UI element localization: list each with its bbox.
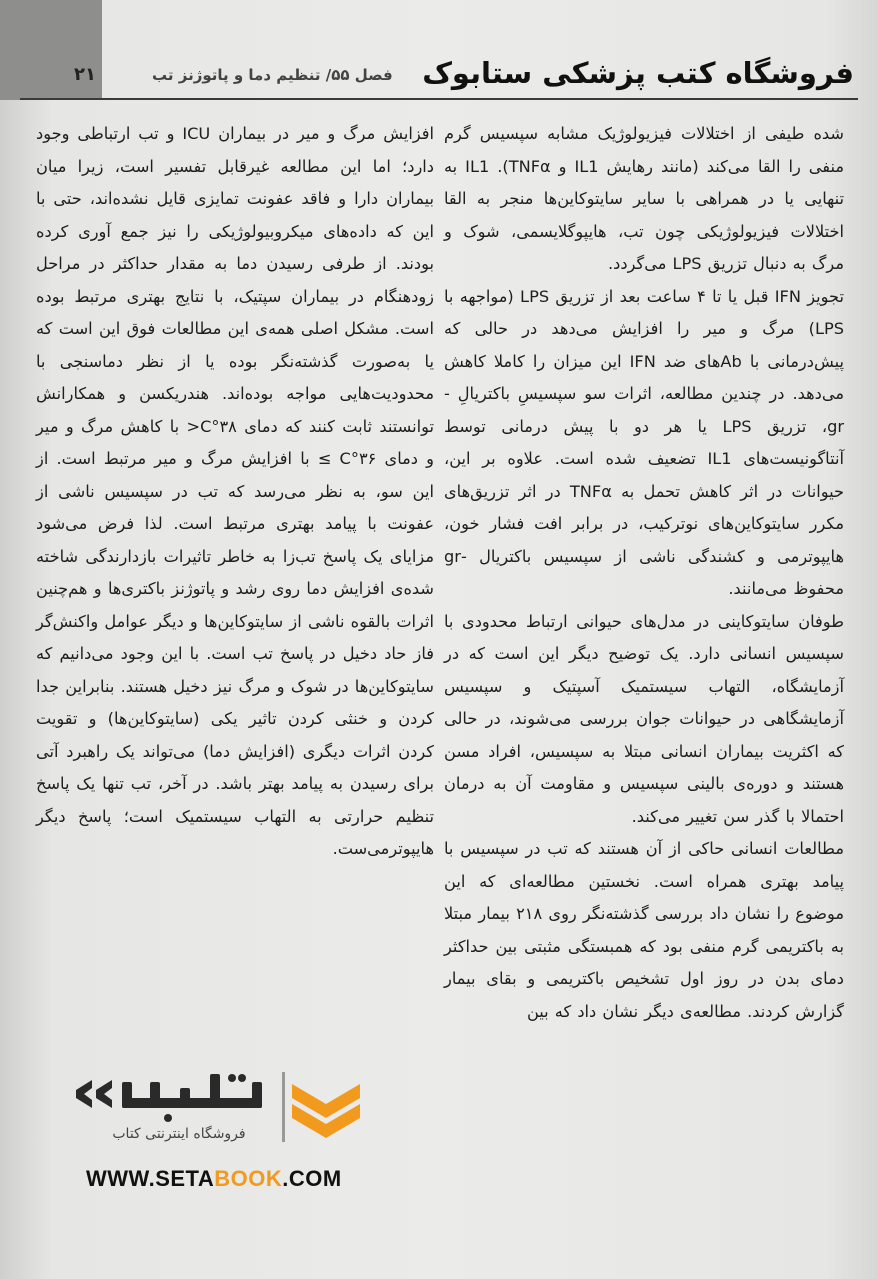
logo-subtitle: فروشگاه اینترنتی کتاب [112,1126,246,1142]
right-column [444,118,844,1028]
url-prefix: WWW.SETA [86,1166,215,1191]
page-number: ۲۱ [74,64,96,85]
url-accent: BOOK [214,1166,283,1191]
store-title: فروشگاه کتب پزشکی ستابوک [422,56,854,90]
paragraph: افزایش مرگ و میر در بیماران ICU و تب ارتباطی وجود دارد؛ اما این مطالعه غیرقابل تفسیر است، زیرا میان بیماران دارا و فاقد عفونت تمایزی قایل نشده‌اند، حتی با این که داده‌های میکروبیولوژیکی را نیز جمع آوری کرده بودند. از طرفی رسیدن دما به مقدار حداکثر در مراحل زودهنگام در بیماران سپتیک، با نتایج بهتری مرتبط بوده است. مشکل اصلی همه‌ی این مطالعات فوق این است که یا به‌صورت گذشته‌نگر بوده یا از نظر دماسنجی با محدودیت‌هایی مواجه بوده‌اند. هندریکسن و همکارانش توانستند ثابت کنند که دمای ۳۸°C< با کاهش مرگ و میر و دمای ۳۶°C ≥ با افزایش مرگ و میر مرتبط است. از این سو، به نظر می‌رسد که تب در سپسیس ناشی از عفونت با پیامد بهتری مرتبط است. لذا فرض می‌شود مزایای یک پاسخ تب‌زا به خاطر تاثیرات بازدارندگی شاخته شده‌ی افزایش دما روی رشد و پاتوژنز باکتری‌ها و هم‌چنین اثرات بالقوه ناشی از سایتوکاین‌ها و دیگر عوامل واکنش‌گر فاز حاد دخیل در پاسخ تب است. با این وجود می‌دانیم که سایتوکاین‌ها در شوک و مرگ نیز دخیل هستند. بنابراین جدا کردن و خنثی کردن تاثیر یکی (سایتوکاین‌ها) و تقویت کردن اثرات دیگری (افزایش دما) می‌تواند یک راهبرد آتی برای رسیدن به پیامد بهتر باشد. در آخر، تب تنها یک پاسخ تنظیم حرارتی به التهاب سیستمیک است؛ پاسخ دیگر هایپوترمی‌ست. [36,124,434,858]
paragraph: مطالعات انسانی حاکی از آن هستند که تب در سپسیس با پیامد بهتری همراه است. نخستین مطالعه‌ای که این موضوع را نشان داد بررسی گذشته‌نگر روی ۲۱۸ بیمار مبتلا به باکتریمی گرم منفی بود که همبستگی مثبتی بین حداکثر دمای بدن در روز اول تشخیص باکتریمی و بقای بیمار گزارش کردند. مطالعه‌ی دیگر نشان داد که بین [444,839,845,1021]
paragraph: تجویز IFN قبل یا تا ۴ ساعت بعد از تزریق LPS (مواجهه با LPS) مرگ و میر را افزایش می‌دهد در حالی که پیش‌درمانی با Abهای ضد IFN این میزان را کاملا کاهش می‌دهد. در چندین مطالعه، اثرات سو سپسیسِ باکتریالِ -gr، تزریق LPS یا هر دو با پیش درمانی توسط آنتاگونیست‌های IL1 تضعیف شده است. علاوه بر این، حیوانات در اثر کاهش تحمل به TNFα در اثر تزریق‌های مکرر سایتوکاین‌های نوترکیب، در برابر افت فشار خون، هایپوترمی و کشندگی ناشی از سپسیس باکتریال -gr محفوظ می‌مانند. [444,286,844,598]
paragraph: طوفان سایتوکاینی در مدل‌های حیوانی ارتباط محدودی با سپسیس انسانی دارد. یک توضیح دیگر این است که در آزمایشگاه، التهاب سیستمیک آسپتیک و سپسیس آزمایشگاهی در حیوانات جوان بررسی می‌شوند، در حالی که اکثریت بیماران انسانی مبتلا به سپسیس، افراد مسن هستند و دوره‌ی بالینی سپسیس و مقاومت آن به درمان احتمالا با گذر سن تغییر می‌کند. [444,611,844,826]
running-header [20,56,858,100]
website-url [86,1166,342,1192]
setabook-logo [70,1068,370,1158]
left-column [36,118,434,866]
url-suffix: .COM [282,1166,342,1191]
setabook-wordmark-icon [70,1068,270,1128]
chapter-title: فصل ۵۵/ تنظیم دما و پاتوژنز تب [152,66,393,84]
chevron-book-icon [282,1068,370,1148]
paragraph: شده طیفی از اختلالات فیزیولوژیک مشابه سپسیس گرم منفی را القا می‌کند (مانند رهایش IL1 و TNFα). IL1 به تنهایی یا در همراهی با سایر سایتوکاین‌ها منجر به القا اختلالات فیزیولوژیکی چون تب، هایپوگلایسمی، شوک و مرگ به دنبال تزریق LPS می‌گردد. [444,124,844,273]
